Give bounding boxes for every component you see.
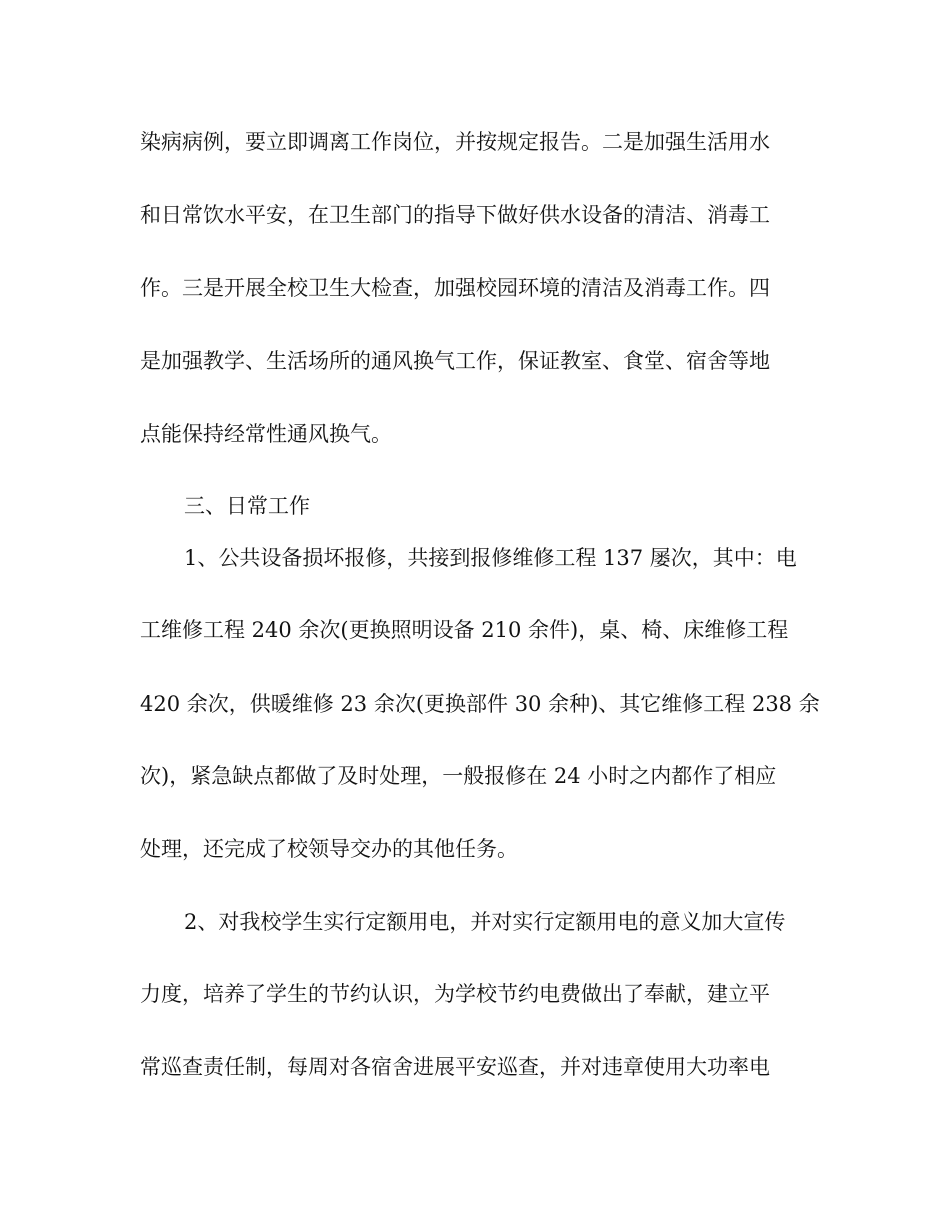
text-line: 1、公共设备损坏报修，共接到报修维修工程 137 屡次，其中：电 xyxy=(184,546,797,570)
text-line: 次)，紧急缺点都做了及时处理，一般报修在 24 小时之内都作了相应 xyxy=(140,764,777,788)
text-line: 力度，培养了学生的节约认识，为学校节约电费做出了奉献，建立平 xyxy=(140,982,770,1006)
text-line: 和日常饮水平安，在卫生部门的指导下做好供水设备的清洁、消毒工 xyxy=(140,203,770,227)
text-line: 染病病例，要立即调离工作岗位，并按规定报告。二是加强生活用水 xyxy=(140,130,770,154)
text-line: 点能保持经常性通风换气。 xyxy=(140,422,392,446)
section-heading: 三、日常工作 xyxy=(184,494,310,518)
text-line: 420 余次，供暖维修 23 余次(更换部件 30 余种)、其它维修工程 238 余 xyxy=(140,692,820,716)
text-line: 常巡查责任制，每周对各宿舍进展平安巡查，并对违章使用大功率电 xyxy=(140,1055,770,1079)
text-line: 处理，还完成了校领导交办的其他任务。 xyxy=(140,837,518,861)
text-line: 是加强教学、生活场所的通风换气工作，保证教室、食堂、宿舍等地 xyxy=(140,349,770,373)
text-line: 2、对我校学生实行定额用电，并对实行定额用电的意义加大宣传 xyxy=(184,910,786,934)
text-line: 工维修工程 240 余次(更换照明设备 210 余件)，桌、椅、床维修工程 xyxy=(140,618,789,642)
text-line: 作。三是开展全校卫生大检查，加强校园环境的清洁及消毒工作。四 xyxy=(140,276,770,300)
